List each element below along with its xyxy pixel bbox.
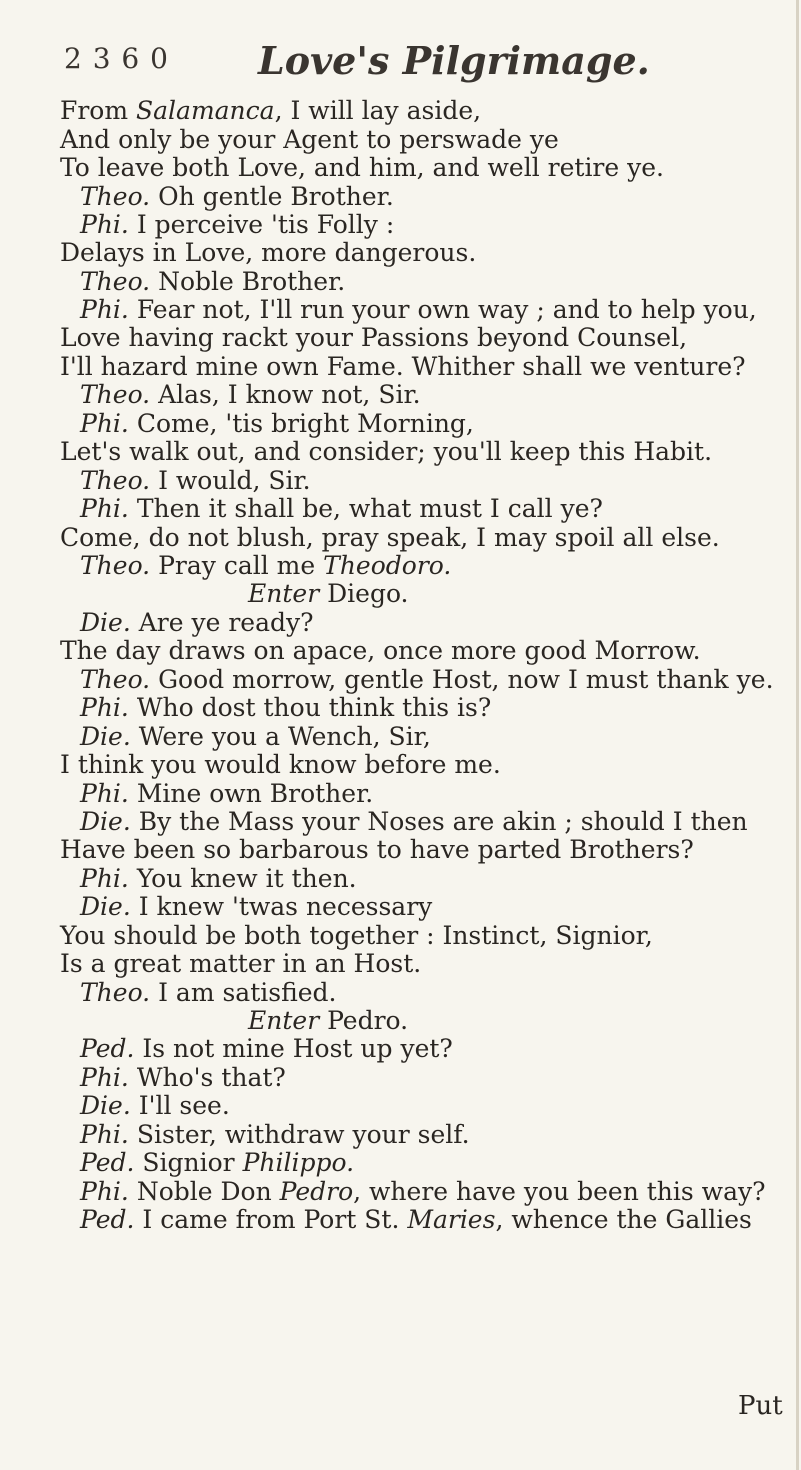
- verse-line: [60, 352, 746, 382]
- line-text: Who dost thou think this is?: [128, 693, 492, 722]
- line-text: You knew it then.: [128, 864, 357, 893]
- italic-text: Philippo.: [242, 1148, 355, 1177]
- line-text-rest: , where have you been this way?: [353, 1177, 766, 1206]
- verse-line: [60, 323, 687, 353]
- verse-line: [60, 153, 664, 183]
- speaker-name: Ped.: [80, 1034, 135, 1063]
- dialogue-line: [80, 1205, 752, 1235]
- speaker-name: Phi.: [80, 210, 129, 239]
- line-text: By the Mass your Noses are akin ; should I then: [130, 807, 748, 836]
- speaker-name: Phi.: [80, 295, 129, 324]
- dialogue-line: [80, 1177, 766, 1207]
- line-text: Love having rackt your Passions beyond Counsel,: [60, 323, 688, 352]
- line-text: Good morrow, gentle Host, now I must thank ye.: [150, 665, 774, 694]
- stage-direction: [248, 1006, 408, 1036]
- speaker-name: Phi.: [80, 1177, 129, 1206]
- line-text: Sister, withdraw your self.: [128, 1120, 470, 1149]
- running-title: Love's Pilgrimage.: [258, 38, 650, 83]
- speaker-name: Phi.: [80, 409, 129, 438]
- speaker-name: Theo.: [80, 551, 151, 580]
- line-text-rest: Pedro.: [319, 1006, 409, 1035]
- dialogue-line: [80, 892, 432, 922]
- line-text: I am satisfied.: [150, 978, 337, 1007]
- dialogue-line: [80, 864, 357, 894]
- speaker-name: Phi.: [80, 693, 129, 722]
- dialogue-line: [80, 267, 345, 297]
- verse-line: [60, 636, 701, 666]
- speaker-name: Phi.: [80, 864, 129, 893]
- line-text: Are ye ready?: [130, 608, 314, 637]
- speaker-name: Theo.: [80, 665, 151, 694]
- speaker-name: Phi.: [80, 1120, 129, 1149]
- line-text: Signior: [134, 1148, 243, 1177]
- line-text: From: [60, 96, 137, 125]
- speaker-name: Die.: [80, 722, 131, 751]
- dialogue-line: [80, 608, 314, 638]
- line-text-rest: , I will lay aside,: [274, 96, 482, 125]
- line-text: You should be both together : Instinct, Signior,: [60, 921, 653, 950]
- line-text: Is not mine Host up yet?: [134, 1034, 453, 1063]
- line-text: Delays in Love, more dangerous.: [60, 238, 477, 267]
- dialogue-line: [80, 551, 451, 581]
- dialogue-line: [80, 1120, 470, 1150]
- dialogue-line: [80, 807, 748, 837]
- dialogue-line: [80, 494, 603, 524]
- stage-direction: [248, 579, 409, 609]
- dialogue-line: [80, 722, 431, 752]
- line-text: To leave both Love, and him, and well retire ye.: [60, 153, 664, 182]
- verse-line: [60, 949, 421, 979]
- dialogue-line: [80, 779, 373, 809]
- dialogue-line: [80, 1034, 453, 1064]
- line-text: Then it shall be, what must I call ye?: [128, 494, 603, 523]
- line-text: And only be your Agent to perswade ye: [60, 125, 559, 154]
- verse-line: [60, 125, 559, 155]
- dialogue-line: [80, 693, 491, 723]
- speaker-name: Theo.: [80, 182, 151, 211]
- speaker-name: Phi.: [80, 779, 129, 808]
- speaker-name: Theo.: [80, 978, 151, 1007]
- italic-text: Enter: [248, 1006, 320, 1035]
- dialogue-line: [80, 210, 394, 240]
- line-text: I perceive 'tis Folly :: [128, 210, 395, 239]
- line-text: Let's walk out, and consider; you'll keep this Habit.: [60, 437, 713, 466]
- speaker-name: Phi.: [80, 494, 129, 523]
- verse-line: [60, 835, 694, 865]
- speaker-name: Die.: [80, 608, 131, 637]
- italic-text: Pedro: [279, 1177, 354, 1206]
- dialogue-line: [80, 1063, 286, 1093]
- line-text: I came from Port St.: [134, 1205, 408, 1234]
- line-text: Noble Brother.: [150, 267, 346, 296]
- line-text: Fear not, I'll run your own way ; and to help you,: [128, 295, 757, 324]
- line-text: Who's that?: [128, 1063, 286, 1092]
- verse-line: [60, 238, 476, 268]
- line-text: I'll see.: [130, 1091, 230, 1120]
- line-text: Come, do not blush, pray speak, I may spoil all else.: [60, 523, 720, 552]
- verse-line: [60, 96, 481, 126]
- verse-line: [60, 437, 712, 467]
- line-text: Were you a Wench, Sir,: [130, 722, 431, 751]
- speaker-name: Ped.: [80, 1148, 135, 1177]
- speaker-name: Theo.: [80, 267, 151, 296]
- line-text: Oh gentle Brother.: [150, 182, 394, 211]
- dialogue-line: [80, 466, 311, 496]
- catchword: Put: [738, 1391, 783, 1421]
- line-text: I would, Sir.: [150, 466, 311, 495]
- verse-line: [60, 921, 653, 951]
- dialogue-line: [80, 380, 421, 410]
- line-text: Pray call me: [150, 551, 324, 580]
- line-text: Come, 'tis bright Morning,: [128, 409, 474, 438]
- speaker-name: Ped.: [80, 1205, 135, 1234]
- line-text: Noble Don: [128, 1177, 280, 1206]
- dialogue-line: [80, 1091, 230, 1121]
- line-text: I knew 'twas necessary: [130, 892, 433, 921]
- dialogue-line: [80, 665, 774, 695]
- dialogue-line: [80, 409, 474, 439]
- line-text: I'll hazard mine own Fame. Whither shall we venture?: [60, 352, 746, 381]
- page-number: 2 3 6 0: [64, 42, 169, 75]
- dialogue-line: [80, 1148, 354, 1178]
- line-text: I think you would know before me.: [60, 750, 501, 779]
- line-text: Alas, I know not, Sir.: [150, 380, 421, 409]
- italic-text: Salamanca: [136, 96, 275, 125]
- speaker-name: Die.: [80, 807, 131, 836]
- verse-line: [60, 750, 501, 780]
- dialogue-line: [80, 295, 757, 325]
- speaker-name: Die.: [80, 892, 131, 921]
- dialogue-line: [80, 182, 394, 212]
- line-text: Have been so barbarous to have parted Brothers?: [60, 835, 694, 864]
- page-header: [0, 38, 801, 88]
- line-text-rest: Diego.: [319, 579, 409, 608]
- line-text: Is a great matter in an Host.: [60, 949, 422, 978]
- line-text: The day draws on apace, once more good Morrow.: [60, 636, 701, 665]
- speaker-name: Theo.: [80, 466, 151, 495]
- dialogue-line: [80, 978, 337, 1008]
- italic-text: Theodoro.: [323, 551, 452, 580]
- italic-text: Maries: [407, 1205, 496, 1234]
- speaker-name: Die.: [80, 1091, 131, 1120]
- line-text: Mine own Brother.: [128, 779, 374, 808]
- verse-line: [60, 523, 720, 553]
- line-text-rest: , whence the Gallies: [495, 1205, 752, 1234]
- page-edge: [796, 0, 799, 1470]
- speaker-name: Phi.: [80, 1063, 129, 1092]
- speaker-name: Theo.: [80, 380, 151, 409]
- italic-text: Enter: [248, 579, 320, 608]
